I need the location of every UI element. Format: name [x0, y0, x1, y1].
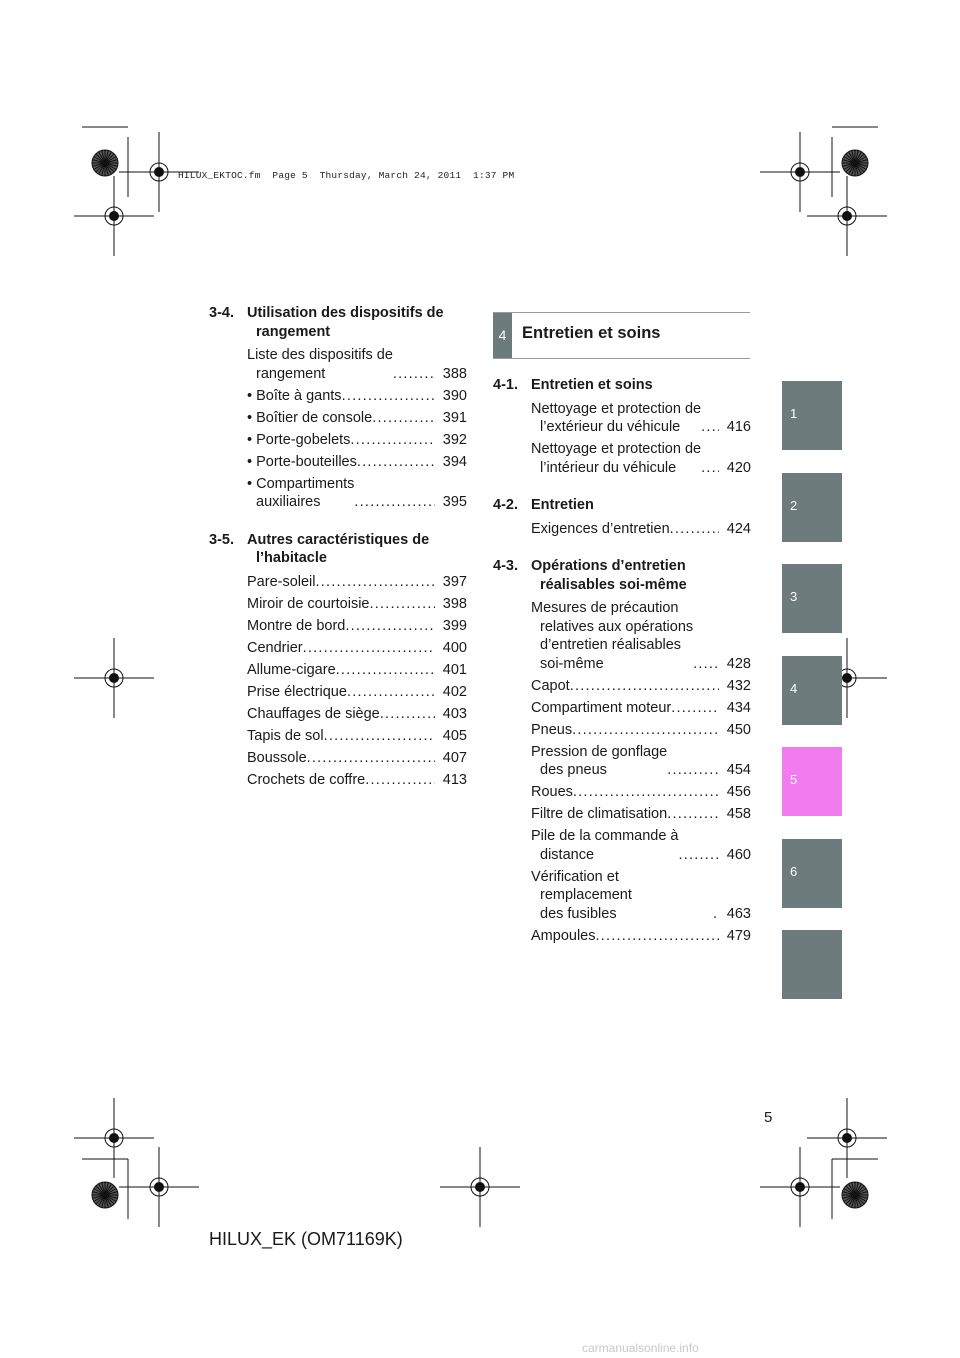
toc-entry[interactable]	[531, 520, 751, 539]
chapter-tab-2[interactable]	[782, 473, 842, 542]
toc-entry[interactable]	[531, 440, 751, 477]
toc-column-left	[209, 304, 467, 789]
chapter-tab-5[interactable]	[782, 747, 842, 816]
dot-leader	[345, 617, 435, 636]
entry-title: Prise électrique	[247, 683, 347, 700]
entry-page-number: 394	[442, 453, 467, 470]
section-heading	[493, 557, 751, 594]
section-number: 4-3.	[493, 558, 518, 574]
toc-section	[493, 557, 751, 945]
dot-leader	[324, 727, 435, 746]
toc-entry[interactable]	[531, 805, 751, 824]
entry-title: Nettoyage et protection de l’intérieur du véhicule	[531, 441, 702, 476]
section-title: Utilisation des dispositifs de rangement	[247, 305, 444, 340]
chapter-tab-label: 1	[790, 406, 798, 421]
page-number: 5	[764, 1109, 773, 1126]
entry-title: Montre de bord	[247, 617, 346, 634]
entry-page-number: 398	[442, 595, 467, 612]
entry-page-number: 458	[726, 806, 751, 822]
chapter-tab-label: 3	[790, 589, 798, 604]
chapter-tab-label: 2	[790, 497, 798, 513]
crosshair-dot	[110, 1134, 119, 1143]
section-heading	[493, 376, 751, 395]
dot-leader	[380, 705, 435, 724]
entry-title: Vérification et remplacement des fusibles	[531, 868, 632, 922]
entry-page-number: 424	[726, 520, 751, 537]
toc-entry[interactable]	[247, 661, 467, 680]
entry-page-number: 390	[442, 387, 467, 404]
toc-entry[interactable]	[247, 749, 467, 768]
toc-entry[interactable]	[247, 431, 467, 450]
chapter-tab-1[interactable]	[782, 381, 842, 450]
entry-title: • Porte-bouteilles	[247, 453, 357, 470]
entry-page-number: 401	[442, 661, 467, 678]
toc-entry[interactable]	[531, 721, 751, 740]
entry-title: Pile de la commande à distance	[531, 828, 679, 863]
entry-page-number: 400	[442, 639, 467, 656]
entry-page-number: 456	[726, 784, 751, 800]
entry-title: Capot	[531, 677, 570, 694]
section-number: 4-1.	[493, 377, 518, 393]
entry-page-number: 392	[442, 431, 467, 448]
dot-leader	[370, 595, 436, 614]
toc-entry[interactable]	[247, 453, 467, 472]
dot-leader	[372, 409, 435, 428]
chapter-title: Entretien et soins	[522, 324, 661, 342]
toc-entry[interactable]	[531, 400, 751, 437]
file-header-stamp: HILUX_EKTOC.fm Page 5 Thursday, March 24, 2011 1:37 PM	[178, 170, 515, 181]
entry-page-number: 460	[726, 846, 751, 863]
entry-page-number: 388	[442, 365, 467, 382]
entry-page-number: 434	[726, 699, 751, 716]
entry-page-number: 403	[442, 705, 467, 722]
chapter-tab-label: 4	[790, 680, 798, 696]
entry-title: • Boîtier de console	[247, 409, 373, 426]
toc-column-right	[493, 312, 751, 945]
dot-leader	[570, 677, 719, 696]
toc-entry[interactable]	[247, 346, 467, 383]
toc-section	[209, 531, 467, 790]
entry-page-number: 397	[442, 573, 467, 590]
entry-title: Chauffages de siège	[247, 705, 380, 722]
dot-leader	[693, 655, 719, 674]
entry-page-number: 479	[726, 927, 751, 944]
section-title: Opérations d’entretien réalisables soi-même	[531, 558, 687, 593]
dot-leader	[354, 493, 435, 512]
toc-entry[interactable]	[247, 683, 467, 702]
entry-page-number: 450	[726, 721, 751, 738]
section-number: 3-5.	[209, 531, 234, 548]
entry-page-number: 395	[442, 494, 467, 510]
entry-title: Liste des dispositifs de rangement	[247, 347, 393, 382]
toc-entry[interactable]	[247, 595, 467, 614]
entry-title: Pression de gonflage des pneus	[531, 743, 668, 778]
entry-title: Tapis de sol	[247, 727, 324, 744]
dot-leader	[350, 431, 435, 450]
toc-entry[interactable]	[247, 387, 467, 406]
entry-title: Roues	[531, 784, 573, 800]
entry-title: Compartiment moteur	[531, 699, 672, 716]
manual-code: HILUX_EK (OM71169K)	[209, 1229, 403, 1249]
dot-leader	[336, 661, 435, 680]
entry-title: Nettoyage et protection de l’extérieur du véhicule	[531, 400, 702, 435]
crosshair-dot	[155, 168, 164, 177]
toc-entry[interactable]	[247, 475, 467, 512]
dot-leader	[667, 761, 719, 780]
crosshair-dot	[476, 1183, 485, 1192]
crosshair-dot	[110, 674, 119, 683]
toc-entry[interactable]	[531, 868, 751, 924]
crosshair-dot	[796, 168, 805, 177]
crosshair-dot	[843, 1134, 852, 1143]
dot-leader	[347, 683, 435, 702]
watermark: carmanualsonline.info	[582, 1341, 699, 1355]
entry-title: Mesures de précaution relatives aux opérations d’entretien réalisables soi-même	[531, 600, 694, 672]
section-title: Entretien et soins	[531, 377, 653, 393]
entry-page-number: 405	[442, 727, 467, 744]
entry-page-number: 416	[726, 419, 751, 435]
toc-entry[interactable]	[531, 599, 751, 673]
toc-entry[interactable]	[247, 705, 467, 724]
toc-section	[209, 304, 467, 512]
toc-entry[interactable]	[531, 699, 751, 718]
section-title: Autres caractéristiques de l’habitacle	[247, 531, 430, 566]
dot-leader	[393, 365, 435, 384]
entry-page-number: 402	[442, 683, 467, 700]
crosshair-dot	[155, 1183, 164, 1192]
dot-leader	[595, 927, 719, 946]
dot-leader	[342, 387, 435, 406]
entry-page-number: 428	[726, 655, 751, 672]
dot-leader	[307, 749, 435, 768]
entry-page-number: 454	[726, 762, 751, 778]
section-title: Entretien	[531, 497, 594, 513]
chapter-tab-4[interactable]	[782, 656, 842, 725]
dot-leader	[573, 783, 719, 802]
dot-leader	[701, 459, 719, 478]
toc-section	[493, 496, 751, 538]
crosshair-dot	[843, 674, 852, 683]
chapter-tab-3[interactable]	[782, 564, 842, 633]
dot-leader	[303, 639, 435, 658]
entry-page-number: 399	[442, 617, 467, 634]
crosshair-dot	[796, 1183, 805, 1192]
entry-title: Crochets de coffre	[247, 771, 366, 788]
section-heading	[493, 496, 751, 515]
dot-leader	[679, 846, 720, 865]
entry-page-number: 413	[442, 771, 467, 788]
section-number: 4-2.	[493, 497, 518, 513]
crosshair-dot	[110, 212, 119, 221]
section-number: 3-4.	[209, 305, 234, 321]
entry-title: Pneus	[531, 721, 573, 738]
dot-leader	[316, 573, 436, 592]
chapter-tab-label: 6	[790, 863, 798, 879]
toc-entry[interactable]	[247, 727, 467, 746]
entry-title: Boussole	[247, 749, 307, 766]
entry-title: Exigences d’entretien	[531, 520, 670, 537]
chapter-tab-label: 5	[790, 772, 798, 787]
toc-entry[interactable]	[247, 771, 467, 790]
section-heading	[209, 531, 467, 568]
section-heading	[209, 304, 467, 341]
entry-title: • Porte-gobelets	[247, 431, 351, 448]
toc-entry[interactable]	[247, 409, 467, 428]
toc-entry[interactable]	[531, 677, 751, 696]
toc-entry[interactable]	[531, 927, 751, 946]
entry-title: Cendrier	[247, 639, 303, 656]
crosshair-dot	[843, 212, 852, 221]
toc-entry[interactable]	[531, 827, 751, 864]
toc-entry[interactable]	[247, 617, 467, 636]
entry-page-number: 407	[442, 749, 467, 766]
entry-page-number: 391	[442, 409, 467, 426]
dot-leader	[701, 418, 719, 437]
chapter-tab-index[interactable]	[782, 930, 842, 999]
entry-title: Filtre de climatisation	[531, 806, 668, 822]
entry-title: • Boîte à gants	[247, 387, 342, 404]
entry-page-number: 432	[726, 677, 751, 694]
dot-leader	[670, 520, 719, 539]
entry-title: • Compartiments auxiliaires	[247, 475, 355, 510]
toc-entry[interactable]	[531, 743, 751, 780]
chapter-number-badge: 4	[493, 313, 512, 358]
dot-leader	[713, 905, 719, 924]
dot-leader	[365, 771, 435, 790]
toc-entry[interactable]	[247, 639, 467, 658]
dot-leader	[671, 699, 719, 718]
entry-title: Pare-soleil	[247, 573, 316, 590]
dot-leader	[357, 453, 435, 472]
entry-title: Ampoules	[531, 927, 596, 944]
dot-leader	[667, 805, 719, 824]
toc-section	[493, 376, 751, 477]
entry-page-number: 463	[726, 905, 751, 922]
entry-page-number: 420	[726, 459, 751, 476]
entry-title: Allume-cigare	[247, 661, 336, 678]
chapter-tab-6[interactable]	[782, 839, 842, 908]
entry-title: Miroir de courtoisie	[247, 595, 370, 612]
dot-leader	[572, 721, 719, 740]
toc-entry[interactable]	[531, 783, 751, 802]
toc-entry[interactable]	[247, 573, 467, 592]
